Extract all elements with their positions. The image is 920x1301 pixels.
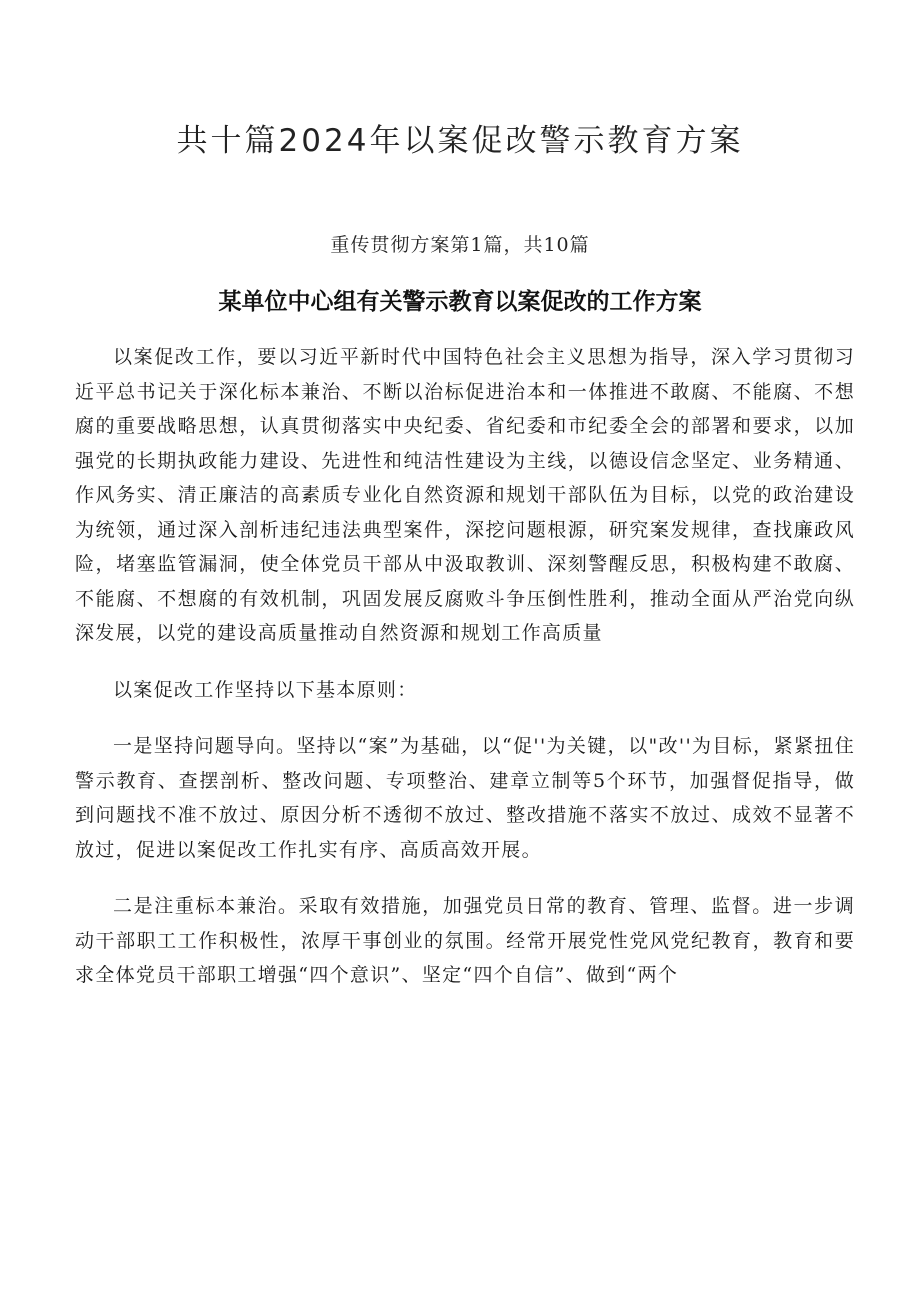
paragraph-principle-two: 二是注重标本兼治。采取有效措施，加强党员日常的教育、管理、监督。进一步调动干部职工工作积极性，浓厚干事创业的氛围。经常开展党性党风党纪教育，教育和要求全体党员干部职工增强“四个意识”、坚定“四个自信”、做到“两个 bbox=[75, 895, 855, 986]
paragraph-principle-one: 一是坚持问题导向。坚持以“案”为基础，以“促''为关键，以"改''为目标，紧紧扭住警示教育、查摆剖析、整改问题、专项整治、建章立制等5个环节，加强督促指导，做到问题找不准不放过、原因分析不透彻不放过、整改措施不落实不放过、成效不显著不放过，促进以案促改工作扎实有序、高质高效开展。 bbox=[75, 735, 855, 861]
paragraph-intro: 以案促改工作，要以习近平新时代中国特色社会主义思想为指导，深入学习贯彻习近平总书记关于深化标本兼治、不断以治标促进治本和一体推进不敢腐、不能腐、不想腐的重要战略思想，认真贯彻落实中央纪委、省纪委和市纪委全会的部署和要求，以加强党的长期执政能力建设、先进性和纯洁性建设为主线，以德设信念坚定、业务精通、作风务实、清正廉洁的高素质专业化自然资源和规划干部队伍为目标，以党的政治建设为统领，通过深入剖析违纪违法典型案件，深挖问题根源，研究案发规律，查找廉政风险，堵塞监管漏洞，使全体党员干部从中汲取教训、深刻警醒反思，积极构建不敢腐、不能腐、不想腐的有效机制，巩固发展反腐败斗争压倒性胜利，推动全面从严治党向纵深发展，以党的建设高质量推动自然资源和规划工作高质量 bbox=[75, 346, 855, 644]
paragraph-principles-heading: 以案促改工作坚持以下基本原则： bbox=[113, 678, 418, 701]
document-title: 共十篇2024年以案促改警示教育方案 bbox=[176, 123, 744, 159]
series-indicator: 重传贯彻方案第1篇，共10篇 bbox=[330, 234, 590, 256]
article-title: 某单位中心组有关警示教育以案促改的工作方案 bbox=[218, 289, 702, 315]
document-body bbox=[75, 340, 855, 993]
